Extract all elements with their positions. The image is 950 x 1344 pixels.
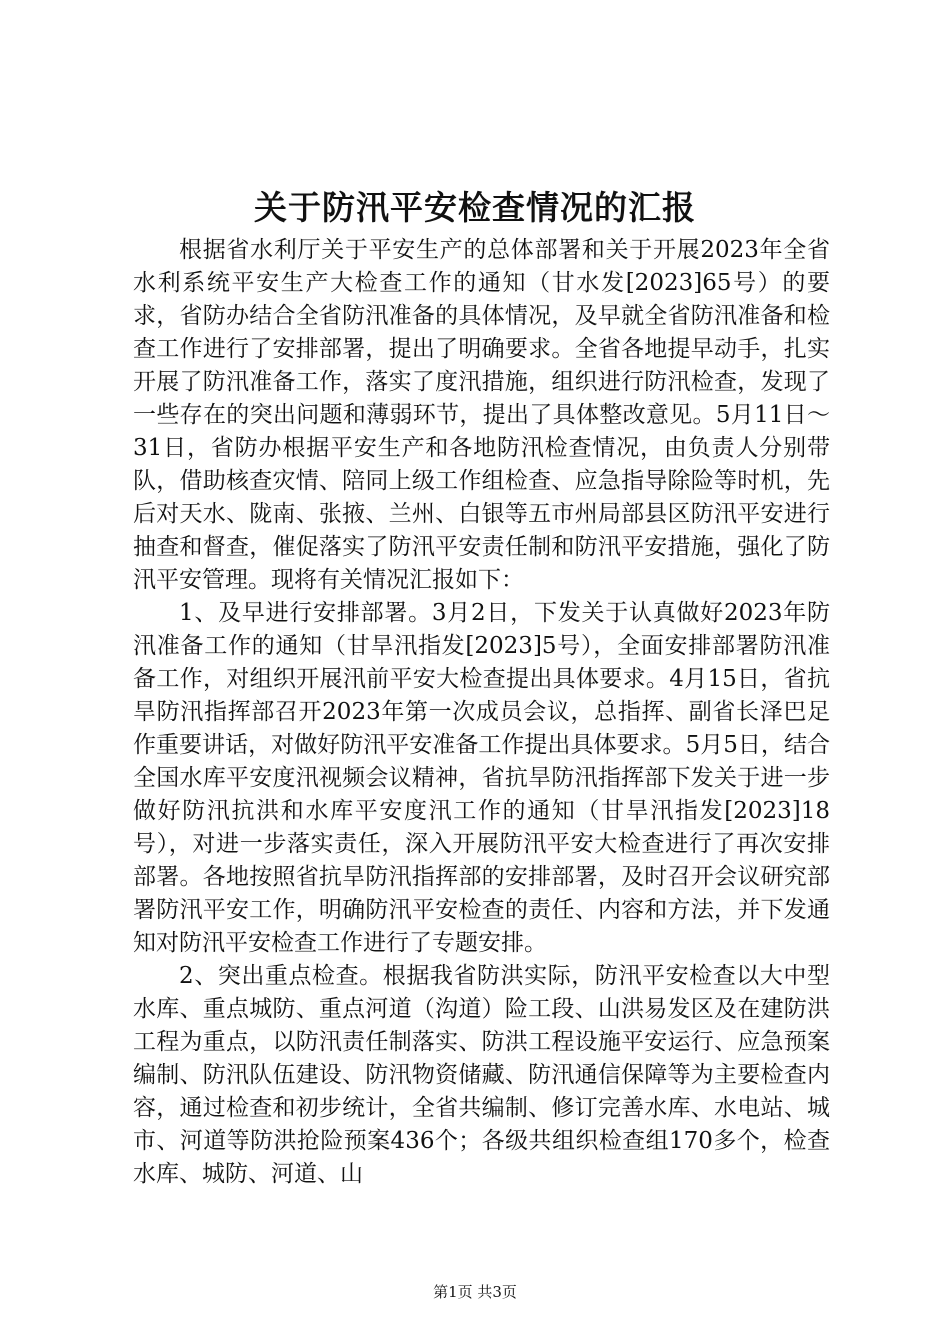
paragraph-section-2: 2、突出重点检查。根据我省防洪实际，防汛平安检查以大中型水库、重点城防、重点河道（沟道）险工段、山洪易发区及在建防洪工程为重点，以防汛责任制落实、防洪工程设施平安运行、应急预案编制、防汛队伍建设、防汛物资储藏、防汛通信保障等为主要检查内容，通过检查和初步统计，全省共编制、修订完善水库、水电站、城市、河道等防洪抢险预案436个；各级共组织检查组170多个，检查水库、城防、河道、山 [133, 963, 830, 1187]
page-footer: 第1页 共3页 [433, 1283, 517, 1301]
document-title: 关于防汛平安检查情况的汇报 [254, 188, 696, 227]
paragraph-intro: 根据省水利厅关于平安生产的总体部署和关于开展2023年全省水利系统平安生产大检查工作的通知（甘水发[2023]65号）的要求，省防办结合全省防汛准备的具体情况，及早就全省防汛准备和检查工作进行了安排部署，提出了明确要求。全省各地提早动手，扎实开展了防汛准备工作，落实了度汛措施，组织进行防汛检查，发现了一些存在的突出问题和薄弱环节，提出了具体整改意见。5月11日～31日，省防办根据平安生产和各地防汛检查情况，由负责人分别带队，借助核查灾情、陪同上级工作组检查、应急指导除险等时机，先后对天水、陇南、张掖、兰州、白银等五市州局部县区防汛平安进行抽查和督查，催促落实了防汛平安责任制和防汛平安措施，强化了防汛平安管理。现将有关情况汇报如下： [133, 237, 830, 593]
paragraph-section-1: 1、及早进行安排部署。3月2日，下发关于认真做好2023年防汛准备工作的通知（甘旱汛指发[2023]5号），全面安排部署防汛准备工作，对组织开展汛前平安大检查提出具体要求。4月15日，省抗旱防汛指挥部召开2023年第一次成员会议，总指挥、副省长泽巴足作重要讲话，对做好防汛平安准备工作提出具体要求。5月5日，结合全国水库平安度汛视频会议精神，省抗旱防汛指挥部下发关于进一步做好防汛抗洪和水库平安度汛工作的通知（甘旱汛指发[2023]18号），对进一步落实责任，深入开展防汛平安大检查进行了再次安排部署。各地按照省抗旱防汛指挥部的安排部署，及时召开会议研究部署防汛平安工作，明确防汛平安检查的责任、内容和方法，并下发通知对防汛平安检查工作进行了专题安排。 [133, 600, 830, 956]
document-body [133, 234, 830, 1191]
